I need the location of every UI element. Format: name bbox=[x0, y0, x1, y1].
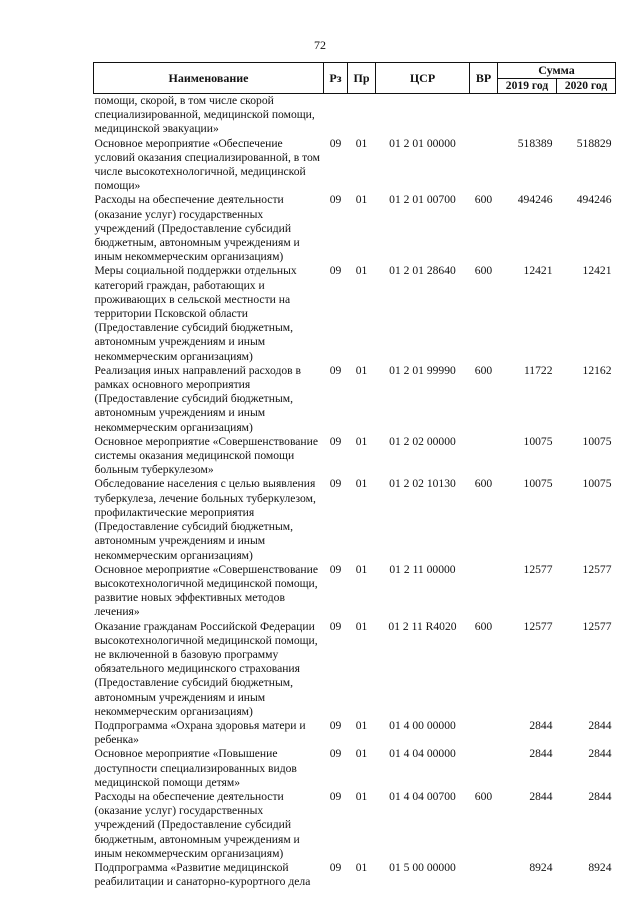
row-rz: 09 bbox=[329, 434, 342, 448]
row-sum-2020: 12162 bbox=[582, 363, 612, 377]
row-rz: 09 bbox=[329, 193, 342, 207]
row-pr: 01 bbox=[355, 264, 368, 278]
row-vr bbox=[470, 137, 498, 194]
row-sum-2020 bbox=[557, 94, 616, 137]
row-rz: 09 bbox=[329, 619, 342, 633]
row-rz bbox=[324, 94, 348, 137]
table-row bbox=[94, 790, 616, 861]
row-pr: 01 bbox=[355, 619, 368, 633]
row-name: Оказание гражданам Российской Федерации высокотехнологичной медицинской помощи, не включенной в базовую программу обязательного медицинского страхования (Предоставление субсидий бюджетным, автономным учреждениям и иным некоммерческим организациям) bbox=[94, 619, 318, 718]
row-sum-2019: 11722 bbox=[523, 363, 553, 377]
header-rz: Рз bbox=[324, 63, 348, 94]
table-row bbox=[94, 747, 616, 790]
row-vr bbox=[470, 563, 498, 620]
row-name: Обследование населения с целью выявления туберкулеза, лечение больных туберкулезом, профилактические мероприятия (Предоставление субсидий бюджетным, автономным учреждениям и иным некоммерческим организациям) bbox=[94, 477, 316, 562]
row-name: Расходы на обеспечение деятельности (оказание услуг) государственных учреждений (Предоставление субсидий бюджетным, автономным учреждениям и иным некоммерческим организациям) bbox=[94, 193, 300, 264]
row-csr: 01 2 11 R4020 bbox=[388, 619, 457, 633]
row-rz: 09 bbox=[329, 747, 342, 761]
row-name: помощи, скорой, в том числе скорой специализированной, медицинской помощи, медицинской эвакуации» bbox=[94, 94, 315, 136]
row-rz: 09 bbox=[329, 477, 342, 491]
row-name: Основное мероприятие «Повышение доступности специализированных видов медицинской помощи детям» bbox=[94, 747, 297, 789]
row-vr: 600 bbox=[474, 264, 493, 278]
header-sum: Сумма bbox=[498, 63, 616, 79]
row-vr: 600 bbox=[474, 789, 493, 803]
row-vr: 600 bbox=[474, 477, 493, 491]
row-pr: 01 bbox=[355, 747, 368, 761]
header-pr: Пр bbox=[348, 63, 376, 94]
row-csr: 01 4 00 00000 bbox=[389, 718, 456, 732]
row-sum-2019: 10075 bbox=[523, 477, 553, 491]
header-name: Наименование bbox=[94, 63, 324, 94]
table-row bbox=[94, 620, 616, 719]
row-rz: 09 bbox=[329, 363, 342, 377]
row-sum-2020: 12577 bbox=[582, 562, 612, 576]
table-header bbox=[94, 63, 616, 94]
table-row bbox=[94, 435, 616, 478]
row-rz: 09 bbox=[329, 264, 342, 278]
row-sum-2019: 2844 bbox=[529, 747, 553, 761]
row-csr: 01 2 02 00000 bbox=[389, 434, 456, 448]
row-csr: 01 2 01 00700 bbox=[389, 193, 456, 207]
table-row bbox=[94, 193, 616, 264]
table-row bbox=[94, 137, 616, 194]
row-sum-2020: 2844 bbox=[588, 718, 612, 732]
row-sum-2019: 12421 bbox=[523, 264, 553, 278]
row-sum-2019: 2844 bbox=[529, 789, 553, 803]
row-name: Подпрограмма «Охрана здоровья матери и ребенка» bbox=[94, 718, 306, 747]
row-sum-2019 bbox=[498, 94, 557, 137]
row-sum-2020: 8924 bbox=[588, 860, 612, 874]
row-csr: 01 2 01 28640 bbox=[389, 264, 456, 278]
header-year-2019: 2019 год bbox=[498, 78, 557, 94]
table-row bbox=[94, 477, 616, 562]
row-vr: 600 bbox=[474, 619, 493, 633]
row-name: Подпрограмма «Развитие медицинской реабилитации и санаторно-курортного дела bbox=[94, 860, 311, 889]
row-csr: 01 4 04 00000 bbox=[389, 747, 456, 761]
row-sum-2019: 8924 bbox=[529, 860, 553, 874]
row-sum-2019: 10075 bbox=[523, 434, 553, 448]
row-pr bbox=[348, 94, 376, 137]
row-vr bbox=[470, 719, 498, 747]
row-sum-2019: 12577 bbox=[523, 619, 553, 633]
row-csr: 01 2 11 00000 bbox=[389, 562, 456, 576]
row-rz: 09 bbox=[329, 789, 342, 803]
row-pr: 01 bbox=[355, 136, 368, 150]
row-rz: 09 bbox=[329, 860, 342, 874]
header-year-2020: 2020 год bbox=[557, 78, 616, 94]
header-vr: ВР bbox=[470, 63, 498, 94]
row-name: Основное мероприятие «Обеспечение условий оказания специализированной, в том числе высокотехнологичной, медицинской помощи» bbox=[94, 136, 320, 193]
table-row bbox=[94, 94, 616, 137]
row-pr: 01 bbox=[355, 860, 368, 874]
row-rz: 09 bbox=[329, 136, 342, 150]
row-name: Расходы на обеспечение деятельности (оказание услуг) государственных учреждений (Предоставление субсидий бюджетным, автономным учреждениям и иным некоммерческим организациям) bbox=[94, 789, 300, 860]
row-pr: 01 bbox=[355, 193, 368, 207]
table-row bbox=[94, 861, 616, 889]
header-csr: ЦСР bbox=[376, 63, 470, 94]
row-vr bbox=[470, 747, 498, 790]
row-sum-2019: 12577 bbox=[523, 562, 553, 576]
row-sum-2020: 494246 bbox=[576, 193, 612, 207]
row-sum-2019: 2844 bbox=[529, 718, 553, 732]
row-csr: 01 2 01 99990 bbox=[389, 363, 456, 377]
row-sum-2020: 12577 bbox=[582, 619, 612, 633]
row-vr bbox=[470, 435, 498, 478]
row-csr bbox=[376, 94, 470, 137]
table-body bbox=[94, 94, 616, 890]
table-row bbox=[94, 719, 616, 747]
row-rz: 09 bbox=[329, 562, 342, 576]
row-name: Основное мероприятие «Совершенствование системы оказания медицинской помощи больным туберкулезом» bbox=[94, 434, 318, 477]
row-pr: 01 bbox=[355, 434, 368, 448]
row-pr: 01 bbox=[355, 789, 368, 803]
row-vr: 600 bbox=[474, 363, 493, 377]
row-sum-2020: 2844 bbox=[588, 747, 612, 761]
row-csr: 01 2 01 00000 bbox=[389, 136, 456, 150]
row-csr: 01 4 04 00700 bbox=[389, 789, 456, 803]
row-sum-2019: 518389 bbox=[517, 136, 553, 150]
row-sum-2020: 12421 bbox=[582, 264, 612, 278]
row-vr: 600 bbox=[474, 193, 493, 207]
table-row bbox=[94, 264, 616, 363]
table-row bbox=[94, 364, 616, 435]
row-pr: 01 bbox=[355, 477, 368, 491]
row-name: Основное мероприятие «Совершенствование высокотехнологичной медицинской помощи, развитие новых эффективных методов лечения» bbox=[94, 562, 318, 619]
row-rz: 09 bbox=[329, 718, 342, 732]
row-pr: 01 bbox=[355, 363, 368, 377]
row-vr bbox=[470, 94, 498, 137]
row-pr: 01 bbox=[355, 718, 368, 732]
row-sum-2020: 10075 bbox=[582, 434, 612, 448]
row-csr: 01 2 02 10130 bbox=[389, 477, 456, 491]
row-pr: 01 bbox=[355, 562, 368, 576]
row-sum-2019: 494246 bbox=[517, 193, 553, 207]
row-csr: 01 5 00 00000 bbox=[389, 860, 456, 874]
budget-table bbox=[93, 62, 616, 889]
row-sum-2020: 2844 bbox=[588, 789, 612, 803]
table-row bbox=[94, 563, 616, 620]
row-vr bbox=[470, 861, 498, 889]
row-sum-2020: 518829 bbox=[576, 136, 612, 150]
row-name: Меры социальной поддержки отдельных категорий граждан, работающих и проживающих в сельской местности на территории Псковской области (Предоставление субсидий бюджетным, автономным учреждениям и иным некоммерческим организациям) bbox=[94, 264, 297, 363]
row-name: Реализация иных направлений расходов в рамках основного мероприятия (Предоставление субсидий бюджетным, автономным учреждениям и иным некоммерческим организациям) bbox=[94, 363, 301, 434]
row-sum-2020: 10075 bbox=[582, 477, 612, 491]
page-number: 72 bbox=[314, 38, 326, 52]
